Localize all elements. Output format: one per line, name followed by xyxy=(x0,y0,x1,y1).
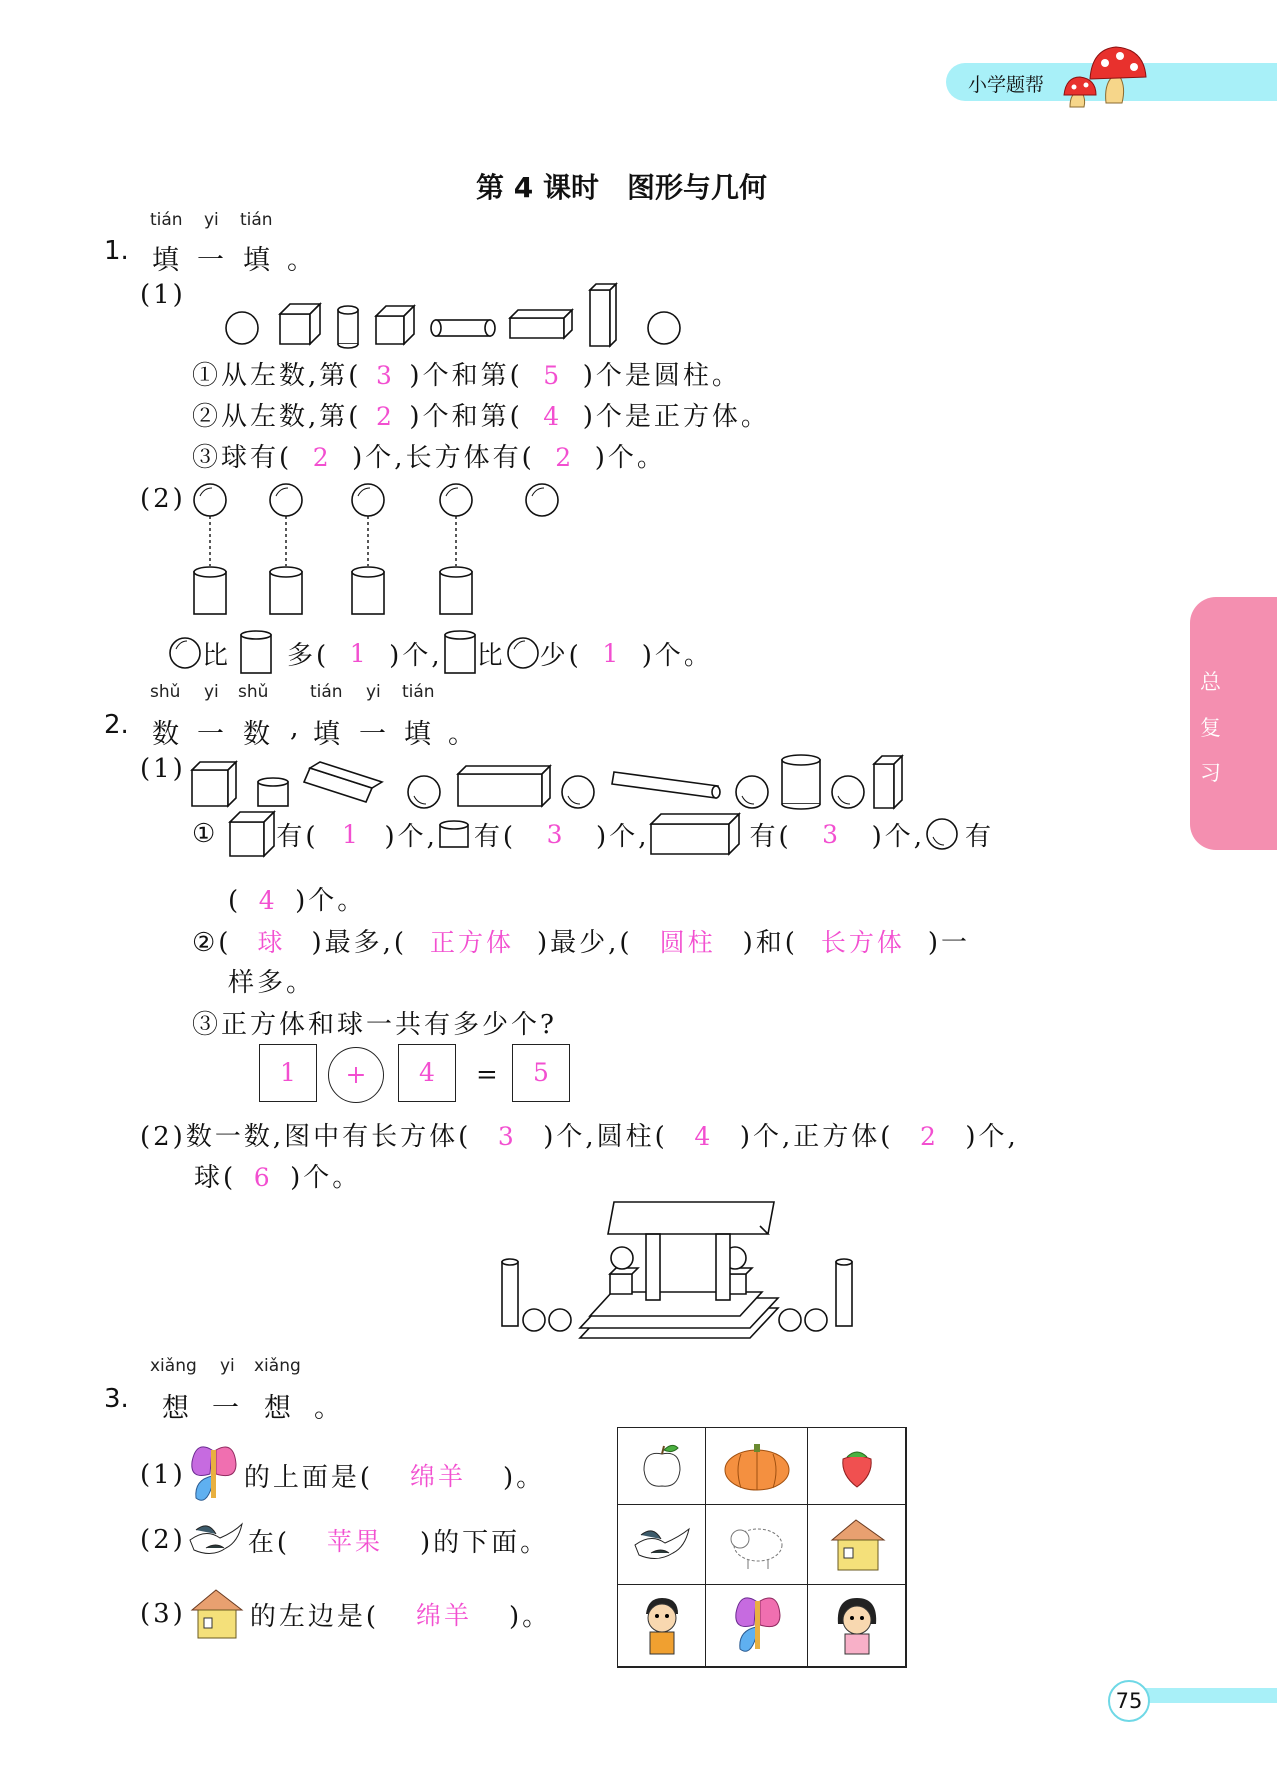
side-tab-text-1: 总 xyxy=(1200,670,1221,694)
grid-cell-pumpkin xyxy=(706,1428,808,1505)
text: ( xyxy=(228,886,242,916)
question-title: 一 xyxy=(359,719,389,750)
cuboid-shape xyxy=(590,284,616,346)
question-number: 2. xyxy=(104,710,129,740)
q2-p2-row-b xyxy=(194,1157,361,1194)
q2-p1-row-1b xyxy=(228,880,366,917)
answer: 4 xyxy=(258,886,278,915)
answer: 圆柱 xyxy=(659,928,716,957)
cuboid-shape xyxy=(874,756,902,808)
text: 有 xyxy=(965,821,995,852)
cylinder-shape xyxy=(352,567,384,614)
text: )个。 xyxy=(290,1163,362,1193)
answer: 2 xyxy=(555,443,575,472)
q3-row-2 xyxy=(140,1518,549,1562)
cylinder-shape xyxy=(338,306,358,348)
question-title: 填 xyxy=(243,245,273,276)
answer: 绵羊 xyxy=(415,1601,472,1630)
answer: 4 xyxy=(694,1122,714,1151)
text: 有( xyxy=(276,821,319,852)
sphere-shape xyxy=(226,312,258,344)
shapes-row-q2 xyxy=(188,752,928,812)
text: 多( xyxy=(287,640,330,671)
text: )个,长方体有( xyxy=(352,443,535,473)
text: ②( xyxy=(192,928,232,958)
brand-label: 小学题帮 xyxy=(968,74,1045,96)
text: 比 xyxy=(202,640,232,671)
answer: 2 xyxy=(919,1122,939,1151)
cylinder-shape xyxy=(258,778,288,806)
sphere-icon xyxy=(925,817,959,851)
question-title: 。 xyxy=(314,1393,344,1424)
grid-cell-girl xyxy=(808,1585,906,1667)
q1-row-1 xyxy=(192,355,741,392)
sphere-shape xyxy=(648,312,680,344)
part-label: (1) xyxy=(140,280,186,310)
sphere-shape xyxy=(832,776,864,808)
cylinder-shape xyxy=(782,755,820,809)
pinyin: xiǎng xyxy=(150,1356,197,1376)
equation-box: 4 xyxy=(398,1044,456,1102)
footer-bar xyxy=(1130,1688,1277,1703)
butterfly-icon xyxy=(186,1440,240,1510)
cylinder-shape xyxy=(440,567,472,614)
butterfly-icon xyxy=(730,1591,784,1661)
grid-cell-apple xyxy=(618,1428,706,1505)
answer: 长方体 xyxy=(820,928,905,957)
grid-cell-sheep xyxy=(706,1505,808,1585)
cuboid-shape xyxy=(458,766,550,806)
grid-cell-boy xyxy=(618,1585,706,1667)
text: )个。 xyxy=(295,886,367,916)
girl-icon xyxy=(832,1594,882,1658)
shapes-row-q1 xyxy=(220,278,690,348)
side-tab-text-3: 习 xyxy=(1200,761,1221,785)
grid-cell-strawberry xyxy=(808,1428,906,1505)
question-title: , xyxy=(290,712,302,743)
text: 有( xyxy=(749,821,792,852)
grid-cell-butterfly xyxy=(706,1585,808,1667)
answer: 4 xyxy=(543,402,563,431)
question-title: 数 xyxy=(152,719,182,750)
pinyin: tián xyxy=(402,682,435,702)
part-label: (2) xyxy=(140,1122,186,1152)
text: )。 xyxy=(503,1462,546,1493)
text: )最多,( xyxy=(311,928,408,958)
text: )的下面。 xyxy=(420,1527,550,1558)
pinyin: xiǎng xyxy=(254,1356,301,1376)
question-title: 想 xyxy=(264,1393,294,1424)
text: 比 xyxy=(476,640,506,671)
answer: 3 xyxy=(822,819,842,849)
text: ②从左数,第( xyxy=(192,402,362,432)
question-title: 填 xyxy=(313,719,343,750)
sphere-shape xyxy=(408,776,440,808)
text: )个, xyxy=(871,821,926,852)
side-tab-text-2: 复 xyxy=(1200,716,1221,740)
answer: 1 xyxy=(342,819,361,849)
text: 球( xyxy=(194,1163,237,1193)
part-label: (1) xyxy=(140,1460,186,1490)
q1-row-3 xyxy=(192,437,666,474)
question-title: 。 xyxy=(448,719,478,750)
text: )个是正方体。 xyxy=(582,402,770,432)
cuboid-icon xyxy=(649,812,741,856)
picture-grid xyxy=(617,1427,907,1668)
text: )。 xyxy=(509,1601,552,1632)
cube-icon xyxy=(228,810,276,858)
answer: 2 xyxy=(375,402,395,431)
answer: 3 xyxy=(375,361,395,390)
apple-icon xyxy=(638,1442,686,1490)
grid-cell-bird xyxy=(618,1505,706,1585)
sphere-shape xyxy=(526,484,558,516)
equation-box: 5 xyxy=(512,1044,570,1102)
pinyin: tián xyxy=(240,210,273,230)
q2-p1-row-2b xyxy=(228,962,315,999)
question-number: 3. xyxy=(104,1384,129,1414)
house-icon xyxy=(186,1586,246,1642)
sphere-shape xyxy=(736,776,768,808)
equals-sign: = xyxy=(476,1060,498,1090)
text: 有( xyxy=(473,821,517,852)
cube-shape xyxy=(376,306,414,344)
pinyin: shǔ xyxy=(150,682,181,702)
cylinder-shape xyxy=(612,772,720,798)
pinyin: yi xyxy=(204,210,219,230)
strawberry-icon xyxy=(837,1443,877,1489)
cylinder-shape xyxy=(270,567,302,614)
sphere-shape xyxy=(270,484,302,516)
q3-row-3 xyxy=(140,1586,551,1642)
sheep-icon xyxy=(726,1519,788,1571)
text: ①从左数,第( xyxy=(192,361,362,391)
pumpkin-icon xyxy=(721,1440,793,1492)
question-title: 。 xyxy=(287,245,317,276)
text: )个。 xyxy=(594,443,666,473)
part-label: (3) xyxy=(140,1599,186,1629)
cube-shape xyxy=(192,762,236,806)
cuboid-shape xyxy=(304,762,382,802)
cylinder-shape xyxy=(431,320,495,336)
q2-p1-row-1 xyxy=(192,810,994,858)
part-label: (1) xyxy=(140,754,186,784)
answer: 1 xyxy=(602,638,622,668)
bird-icon xyxy=(631,1523,693,1567)
text: ① xyxy=(192,819,219,849)
text: )个, xyxy=(384,821,438,852)
cylinder-shape xyxy=(194,567,226,614)
pinyin: yi xyxy=(204,682,219,702)
text: 数一数,图中有长方体( xyxy=(185,1122,472,1152)
text: )个是圆柱。 xyxy=(582,361,741,391)
pinyin: tián xyxy=(150,210,183,230)
text: 的左边是( xyxy=(249,1601,379,1632)
q1-row-2 xyxy=(192,396,770,433)
cuboid-shape xyxy=(510,310,572,338)
text: )个和第( xyxy=(409,402,523,432)
sphere-shape xyxy=(562,776,594,808)
q3-row-1 xyxy=(140,1440,545,1510)
text: 样多。 xyxy=(228,968,316,998)
text: )个,正方体( xyxy=(739,1122,894,1152)
pinyin: shǔ xyxy=(238,682,269,702)
question-title: 填 xyxy=(404,719,434,750)
boy-icon xyxy=(638,1594,686,1658)
question-title: 一 xyxy=(197,245,227,276)
text: ③球有( xyxy=(192,443,293,473)
text: 的上面是( xyxy=(243,1462,373,1493)
question-title: 想 xyxy=(162,1393,192,1424)
cylinder-icon xyxy=(239,630,273,676)
text: )个, xyxy=(965,1122,1019,1152)
sphere-shape xyxy=(194,484,226,516)
page-number: 75 xyxy=(1108,1680,1150,1722)
text: )个, xyxy=(389,640,443,671)
shape-structure-illustration xyxy=(498,1192,858,1342)
text: 在( xyxy=(247,1527,290,1558)
question-title: 一 xyxy=(197,719,227,750)
lesson-title: 第 4 课时 图形与几何 xyxy=(476,171,767,204)
text: 少( xyxy=(539,640,582,671)
sphere-icon xyxy=(168,636,202,670)
text: )和( xyxy=(742,928,798,958)
question-title: 填 xyxy=(152,245,182,276)
question-title: 一 xyxy=(212,1393,242,1424)
answer: 3 xyxy=(497,1122,517,1151)
q2-p2-row xyxy=(140,1116,1019,1153)
q1-p2-row xyxy=(168,630,713,676)
answer: 3 xyxy=(546,819,566,849)
part-label: (2) xyxy=(140,484,186,514)
answer: 正方体 xyxy=(430,928,515,957)
answer: 6 xyxy=(253,1163,273,1192)
answer: 绵羊 xyxy=(409,1462,466,1491)
answer: 球 xyxy=(257,928,286,957)
q2-p1-row-3: ③正方体和球一共有多少个? xyxy=(192,1010,557,1040)
text: )个和第( xyxy=(409,361,523,391)
pinyin: yi xyxy=(220,1356,235,1376)
sphere-icon xyxy=(506,636,540,670)
pinyin: tián xyxy=(310,682,343,702)
sphere-shape xyxy=(440,484,472,516)
house-icon xyxy=(826,1516,888,1574)
answer: 5 xyxy=(543,361,563,390)
ball-cylinder-matching xyxy=(190,480,570,620)
question-number: 1. xyxy=(104,236,129,266)
pinyin: yi xyxy=(366,682,381,702)
text: )个, xyxy=(596,821,650,852)
sphere-shape xyxy=(352,484,384,516)
answer: 2 xyxy=(312,443,332,472)
text: )一 xyxy=(927,928,971,958)
grid-cell-house xyxy=(808,1505,906,1585)
question-title: 数 xyxy=(243,719,273,750)
bird-icon xyxy=(186,1518,244,1562)
text: )个。 xyxy=(641,640,713,671)
answer: 1 xyxy=(349,638,369,668)
part-label: (2) xyxy=(140,1525,186,1555)
q2-p1-row-2 xyxy=(192,922,970,959)
answer: 苹果 xyxy=(326,1527,383,1556)
equation-box: 1 xyxy=(259,1044,317,1102)
cylinder-icon xyxy=(438,819,470,849)
equation-operator: + xyxy=(328,1047,384,1103)
text: )个,圆柱( xyxy=(543,1122,668,1152)
text: )最少,( xyxy=(537,928,633,958)
mushroom-icon xyxy=(1060,45,1150,115)
cube-shape xyxy=(280,304,320,344)
cylinder-icon xyxy=(443,630,477,676)
